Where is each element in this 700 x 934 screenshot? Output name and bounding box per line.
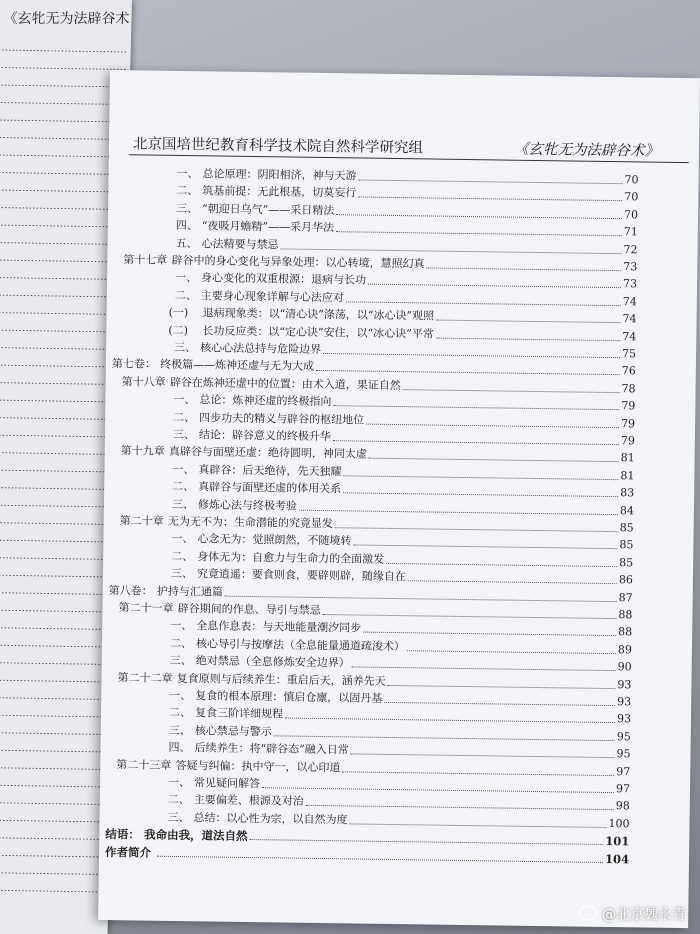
- toc-page-number: 74: [622, 294, 637, 309]
- toc-page-number: 71: [623, 225, 638, 239]
- toc-number: 第二十三章: [116, 757, 172, 772]
- toc-title: “朝迎日乌气”——采日精法: [201, 202, 335, 217]
- toc-page-number: 85: [619, 521, 634, 535]
- underlying-dotted-line: [0, 628, 112, 630]
- underlying-dotted-line: [0, 120, 125, 122]
- toc-leader: [323, 614, 616, 619]
- toc-page-number: 79: [621, 416, 636, 430]
- toc-leader: [343, 771, 614, 776]
- toc-page: [98, 70, 700, 928]
- toc-page-number: 100: [608, 816, 630, 831]
- underlying-dotted-line: [0, 610, 112, 612]
- toc-page-number: 86: [618, 573, 634, 587]
- underlying-dotted-line: [0, 873, 105, 875]
- toc-leader: [386, 563, 617, 567]
- watermark-text: @北京魏永青: [602, 907, 686, 923]
- toc-page-number: 76: [621, 364, 636, 378]
- toc-number: 三、: [170, 567, 194, 581]
- underlying-dotted-line: [0, 593, 112, 595]
- toc-title: 修炼心法与终极考验: [197, 497, 298, 513]
- toc-number: 二、: [167, 793, 190, 807]
- toc-leader: [335, 527, 617, 532]
- underlying-dotted-line: [0, 260, 121, 262]
- underlying-dotted-line: [0, 715, 109, 717]
- underlying-dotted-line: [0, 820, 107, 822]
- toc-page-number: 72: [623, 242, 638, 256]
- underlying-dotted-line: [0, 190, 123, 192]
- underlying-dotted-line: [0, 575, 113, 577]
- toc-page-number: 81: [620, 451, 635, 465]
- toc-leader: [250, 839, 603, 845]
- underlying-dotted-line: [0, 750, 108, 752]
- toc-leader: [336, 231, 621, 236]
- toc-page-number: 93: [616, 712, 632, 726]
- toc-number: 四、: [175, 219, 198, 233]
- toc-number: 第十九章: [120, 444, 165, 459]
- toc-page-number: 79: [620, 434, 635, 448]
- toc-leader: [427, 267, 621, 271]
- toc-title: 绝对禁忌（全息修炼安全边界）: [195, 654, 350, 670]
- toc-number: 第二十一章: [118, 601, 174, 615]
- toc-leader: [306, 805, 614, 810]
- toc-title: 我命由我，道法自然: [143, 827, 248, 844]
- toc-number: 第十八章: [121, 374, 166, 389]
- toc-title: 身心变化的双重根源：退病与长功: [201, 271, 367, 287]
- underlying-dotted-line: [0, 155, 124, 157]
- toc-page-number: 88: [618, 608, 633, 622]
- underlying-dotted-line: [0, 348, 119, 350]
- toc-number: 二、: [168, 706, 192, 720]
- toc-title: 真辟谷与面壁还虚：绝待圆明，神同太虚: [168, 445, 367, 462]
- toc-number: 三、: [167, 810, 190, 824]
- toc-page-number: 79: [621, 399, 636, 413]
- toc-number: 一、: [169, 688, 192, 703]
- toc-number: (一): [168, 306, 189, 320]
- underlying-dotted-line: [0, 278, 121, 280]
- toc-title: 核心禁忌与警示: [194, 724, 272, 739]
- toc-page-number: 70: [623, 207, 639, 222]
- toc-page-number: 93: [617, 695, 632, 709]
- underlying-dotted-line: [0, 540, 114, 542]
- toc-leader: [344, 475, 619, 480]
- toc-number: 一、: [175, 271, 198, 285]
- toc-title: 辟谷在炼神还虚中的位置：由术入道，果证自然: [169, 375, 401, 392]
- toc-title: 结论：辟谷意义的终极升华: [198, 428, 331, 444]
- toc-title: 辟谷中的身心变化与异象处理：以心转境，慧照幻真: [171, 253, 425, 271]
- underlying-dotted-line: [0, 838, 106, 840]
- underlying-dotted-line: [0, 488, 115, 490]
- toc-title: 退病现象类：以“清心诀”涤荡，以“冰心诀”观照: [202, 306, 435, 323]
- underlying-dotted-line: [0, 418, 117, 420]
- toc-leader: [352, 667, 616, 672]
- toc-title: 答疑与纠偏：执中守一，以心印道: [175, 758, 341, 774]
- toc-title: 复食三阶详细规程: [194, 706, 284, 721]
- toc-title: 核心心法总持与危险边界: [200, 341, 322, 356]
- toc-leader: [436, 337, 620, 341]
- underlying-dotted-line: [0, 243, 122, 245]
- toc-number: 第二十二章: [117, 670, 173, 685]
- toc-page-number: 97: [616, 764, 631, 778]
- toc-leader: [262, 787, 614, 793]
- toc-page-number: 101: [605, 834, 630, 849]
- toc-leader: [274, 735, 615, 741]
- toc-title: 总论原理：阴阳相济，神与天游: [202, 167, 357, 183]
- toc-number: 结语：: [105, 827, 140, 842]
- toc-number: 一、: [170, 619, 193, 633]
- header-institute: 北京国培世纪教育科学技术院自然科学研究组: [132, 136, 424, 157]
- toc-page-number: 74: [622, 329, 637, 343]
- underlying-dotted-line: [0, 890, 105, 892]
- toc-title: 总结：以心性为宗，以自然为度: [193, 811, 348, 827]
- toc-title: 心法精要与禁忌: [201, 236, 279, 251]
- toc-title: 四步功夫的精义与辟谷的枢纽地位: [199, 410, 365, 427]
- toc-number: 一、: [176, 166, 199, 181]
- toc-title: 主要偏差、根源及对治: [193, 793, 304, 809]
- toc-title: 筑基前提：无此根基，切莫妄行: [202, 184, 357, 200]
- toc-number: 一、: [173, 393, 196, 407]
- watermark: [579, 904, 686, 924]
- toc-number: 三、: [175, 201, 199, 216]
- underlying-dotted-line: [0, 85, 126, 87]
- header-book-title: 《玄牝无为法辟谷术》: [513, 141, 660, 160]
- toc-page-number: 73: [622, 277, 638, 291]
- toc-leader: [323, 353, 620, 358]
- underlying-dotted-line: [0, 138, 124, 140]
- toc-page-number: 89: [617, 642, 633, 657]
- toc-title: 后续养生：将“辟谷态”融入日常: [194, 741, 349, 757]
- toc-page-number: 70: [624, 173, 639, 187]
- toc-leader: [299, 509, 618, 514]
- toc-number: 二、: [176, 184, 199, 198]
- underlying-dotted-line: [0, 383, 118, 385]
- underlying-dotted-line: [0, 785, 107, 787]
- toc-leader: [388, 685, 615, 689]
- underlying-page-header: 《玄牝无为法辟谷术: [3, 11, 130, 27]
- toc-leader: [384, 702, 615, 706]
- toc-title: 主要身心现象详解与心法应对: [200, 289, 344, 305]
- toc-leader: [333, 440, 619, 445]
- toc-page-number: 95: [616, 729, 631, 744]
- toc-page-number: 88: [618, 625, 633, 639]
- toc-number: 一、: [171, 532, 194, 546]
- toc-page-number: 98: [615, 799, 630, 813]
- toc-number: 三、: [168, 723, 191, 737]
- page-header: [129, 132, 689, 163]
- toc-number: 第二十章: [119, 514, 164, 528]
- underlying-dotted-line: [0, 663, 111, 665]
- toc-title: 真辟谷：后天绝待，先天独耀: [198, 463, 342, 479]
- underlying-dotted-line: [0, 68, 126, 70]
- toc-page-number: 90: [617, 660, 632, 674]
- toc-title: 复食原则与后续养生：重启后天，涵养先天: [176, 671, 386, 688]
- toc-page-number: 83: [620, 486, 635, 500]
- underlying-dotted-line: [0, 698, 110, 700]
- underlying-dotted-line: [0, 733, 109, 735]
- toc-page-number: 104: [604, 851, 630, 866]
- toc-leader: [358, 197, 622, 202]
- toc-page-number: 97: [615, 782, 631, 796]
- toc-leader: [407, 650, 616, 654]
- toc-number: 三、: [174, 340, 197, 355]
- toc-title: “夜吸月蟾精”——采月华法: [201, 219, 335, 235]
- toc-number: 第十七章: [123, 253, 168, 267]
- weibo-icon: [579, 906, 597, 920]
- underlying-dotted-line: [0, 50, 127, 52]
- underlying-dotted-line: [0, 453, 116, 455]
- toc-leader: [354, 545, 618, 550]
- underlying-dotted-line: [0, 645, 111, 647]
- toc-leader: [368, 284, 621, 289]
- underlying-dotted-line: [0, 680, 110, 682]
- toc-number: 二、: [172, 480, 195, 494]
- toc-leader: [334, 405, 620, 410]
- underlying-dotted-line: [0, 558, 113, 560]
- toc-title: 究竟逍遥：要食则食，要辟则辟，随缘自在: [196, 567, 407, 584]
- underlying-dotted-line: [0, 523, 114, 525]
- toc-leader: [285, 718, 615, 724]
- underlying-dotted-line: [0, 295, 120, 297]
- underlying-dotted-line: [0, 855, 106, 857]
- toc-title: 长功反应类：以“定心诀”安住，以“冰心诀”平常: [202, 323, 434, 341]
- toc-number: 作者简介: [104, 844, 152, 860]
- underlying-dotted-line: [0, 435, 117, 437]
- toc-number: 五、: [175, 236, 198, 250]
- underlying-dotted-line: [0, 330, 119, 332]
- toc-page-number: 74: [622, 312, 637, 326]
- toc-title: 无为无不为：生命潜能的究竟显发: [167, 514, 333, 531]
- underlying-dotted-line: [0, 208, 123, 210]
- underlying-dotted-line: [0, 173, 123, 175]
- toc-title: 心念无为：觉照朗然，不随境转: [197, 532, 352, 548]
- underlying-dotted-line: [0, 803, 107, 805]
- toc-number: 二、: [173, 410, 196, 424]
- toc-page-number: 84: [619, 503, 634, 517]
- toc-title: 全息作息表：与天地能量潮汐同步: [196, 619, 362, 635]
- toc-page-number: 93: [617, 677, 632, 691]
- toc-number: 三、: [171, 497, 195, 511]
- underlying-dotted-line: [0, 505, 115, 507]
- toc-page-number: 70: [624, 190, 639, 204]
- toc-leader: [157, 855, 603, 862]
- toc-number: 一、: [167, 775, 191, 790]
- toc-number: 第八卷：: [108, 583, 153, 598]
- toc-leader: [436, 320, 620, 324]
- toc-number: 四、: [168, 741, 191, 755]
- toc-leader: [369, 458, 618, 462]
- underlying-dotted-line: [0, 225, 122, 227]
- underlying-dotted-line: [0, 768, 108, 770]
- toc-number: 三、: [172, 427, 196, 442]
- toc-page-number: 85: [619, 538, 634, 552]
- underlying-dotted-line: [0, 365, 118, 367]
- toc-title: 核心导引与按摩法（全息能量通道疏浚术）: [195, 637, 406, 653]
- toc-number: 二、: [169, 636, 193, 650]
- toc-number: 第七卷：: [111, 357, 156, 372]
- toc-title: 辟谷期间的作息、导引与禁忌: [177, 601, 321, 617]
- toc-page-number: 78: [621, 381, 636, 396]
- toc-title: 总论：炼神还虚的终极指向: [199, 393, 332, 409]
- toc-page-number: 87: [618, 590, 633, 604]
- toc-leader: [366, 423, 619, 428]
- toc-leader: [281, 248, 622, 254]
- toc-leader: [336, 214, 621, 219]
- toc-leader: [408, 580, 617, 584]
- toc-leader: [316, 370, 619, 375]
- toc-page-number: 95: [616, 747, 631, 761]
- toc-number: 一、: [172, 462, 195, 477]
- toc-title: 常见疑问解答: [193, 776, 261, 791]
- underlying-dotted-line: [0, 313, 120, 315]
- toc-title: 真辟谷与面壁还虚的体用关系: [198, 480, 342, 496]
- toc-page-number: 85: [619, 555, 634, 570]
- toc-number: 二、: [174, 288, 197, 303]
- toc-title: 护持与汇通篇: [156, 584, 224, 599]
- toc-leader: [346, 301, 621, 306]
- underlying-dotted-line: [0, 103, 125, 105]
- toc-title: 终极篇——炼神还虚与无为大成: [160, 358, 315, 374]
- toc-page-number: 81: [620, 468, 635, 483]
- toc-title: 身体无为：自愈力与生命力的全面激发: [197, 550, 385, 566]
- toc-number: (二): [168, 323, 189, 337]
- toc-leader: [350, 823, 607, 828]
- toc-page-number: 73: [623, 260, 638, 274]
- toc-leader: [343, 492, 618, 497]
- toc-leader: [225, 595, 616, 601]
- toc-leader: [363, 632, 616, 637]
- toc-title: 复食的根本原理：慎启仓廪，以固丹基: [195, 689, 383, 705]
- underlying-dotted-line: [0, 400, 118, 402]
- toc-leader: [351, 754, 614, 759]
- toc-leader: [403, 389, 619, 393]
- underlying-dotted-line: [0, 470, 116, 472]
- toc-number: 三、: [169, 654, 192, 668]
- table-of-contents: [104, 165, 689, 866]
- toc-leader: [359, 179, 623, 184]
- toc-number: 二、: [171, 549, 194, 564]
- toc-page-number: 75: [621, 347, 637, 361]
